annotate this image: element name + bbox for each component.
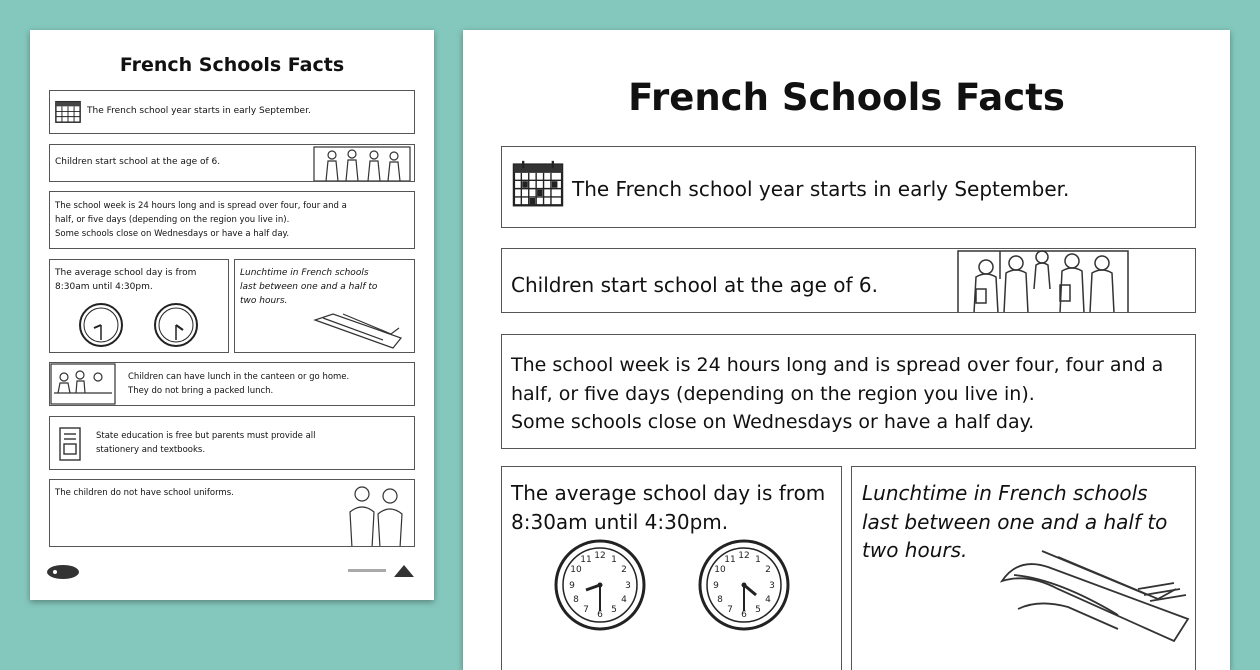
svg-text:6: 6 [741, 610, 747, 620]
thumb-canteen-line-2: They do not bring a packed lunch. [128, 386, 274, 396]
svg-text:4: 4 [621, 595, 627, 605]
children-uniform-illustration [340, 482, 410, 547]
thumb-fact-uniforms [49, 479, 415, 547]
text-school-year: The French school year starts in early September. [572, 177, 1070, 201]
week-line-2: half, or five days (depending on the region you live in). [511, 383, 1035, 405]
calendar-icon [510, 159, 566, 209]
svg-text:7: 7 [727, 605, 733, 615]
clock-icon [78, 302, 124, 348]
day-line-1: The average school day is from [511, 481, 826, 505]
children-illustration [954, 249, 1134, 313]
fact-start-age [501, 248, 1196, 313]
svg-text:1: 1 [755, 555, 761, 565]
thumb-week-line-1: The school week is 24 hours long and is spread over four, four and a [55, 201, 347, 211]
thumb-text-school-year: The French school year starts in early September. [87, 106, 311, 116]
worksheet-thumbnail[interactable] [30, 30, 434, 600]
svg-text:9: 9 [569, 581, 575, 591]
fact-school-week [501, 334, 1196, 449]
lunch-line-1: Lunchtime in French schools [862, 481, 1148, 505]
svg-text:8: 8 [717, 595, 723, 605]
thumb-fact-school-day [49, 259, 229, 353]
clock-icon [153, 302, 199, 348]
svg-text:7: 7 [583, 605, 589, 615]
svg-text:10: 10 [714, 565, 726, 575]
thumb-lunch-line-1: Lunchtime in French schools [240, 268, 369, 278]
svg-text:5: 5 [755, 605, 761, 615]
week-line-3: Some schools close on Wednesdays or have a half day. [511, 411, 1035, 433]
twinkl-logo-icon [46, 564, 80, 580]
cutlery-napkin-illustration [313, 310, 403, 350]
fact-school-year [501, 146, 1196, 228]
svg-text:8: 8 [573, 595, 579, 605]
clock-icon [698, 539, 790, 631]
svg-text:2: 2 [765, 565, 771, 575]
thumb-lunch-line-3: two hours. [240, 296, 288, 306]
thumb-education-line-1: State education is free but parents must provide all [96, 431, 316, 441]
thumb-fact-lunchtime [234, 259, 415, 353]
textbook-icon [58, 426, 82, 462]
thumb-education-line-2: stationery and textbooks. [96, 445, 206, 455]
clock-icon [554, 539, 646, 631]
week-line-1: The school week is 24 hours long and is spread over four, four and a [511, 354, 1164, 376]
svg-text:1: 1 [611, 555, 617, 565]
thumb-fact-school-week [49, 191, 415, 249]
thumb-week-line-3: Some schools close on Wednesdays or have a half day. [55, 229, 290, 239]
worksheet-zoomed[interactable] [463, 30, 1230, 670]
thumb-canteen-line-1: Children can have lunch in the canteen or go home. [128, 372, 350, 382]
svg-text:6: 6 [597, 610, 603, 620]
svg-text:3: 3 [769, 581, 775, 591]
footer-badge-icon [392, 563, 416, 579]
day-line-2: 8:30am until 4:30pm. [511, 510, 729, 534]
thumb-day-line-1: The average school day is from [55, 268, 197, 278]
thumb-week-line-2: half, or five days (depending on the region you live in). [55, 215, 290, 225]
lunch-line-2: last between one and a half to [862, 510, 1168, 534]
fact-school-day [501, 466, 842, 670]
thumb-fact-start-age [49, 144, 415, 182]
children-illustration [312, 145, 412, 181]
page-title: French Schools Facts [628, 76, 1065, 119]
lunch-line-3: two hours. [862, 538, 968, 562]
svg-text:5: 5 [611, 605, 617, 615]
thumb-lunch-line-2: last between one and a half to [240, 282, 378, 292]
svg-text:3: 3 [625, 581, 631, 591]
fact-lunchtime [851, 466, 1196, 670]
svg-text:10: 10 [570, 565, 582, 575]
calendar-icon [54, 97, 82, 125]
thumbnail-title: French Schools Facts [119, 54, 345, 76]
thumb-fact-education [49, 416, 415, 470]
svg-text:11: 11 [724, 555, 736, 565]
cutlery-napkin-illustration [998, 549, 1196, 639]
svg-text:9: 9 [713, 581, 719, 591]
text-start-age: Children start school at the age of 6. [511, 273, 878, 297]
thumb-day-line-2: 8:30am until 4:30pm. [55, 282, 153, 292]
canteen-illustration [50, 363, 116, 405]
footer-small-text [348, 569, 386, 572]
svg-text:12: 12 [738, 551, 750, 561]
svg-text:12: 12 [594, 551, 606, 561]
svg-text:2: 2 [621, 565, 627, 575]
thumb-fact-school-year [49, 90, 415, 134]
svg-text:4: 4 [765, 595, 771, 605]
thumb-text-uniforms: The children do not have school uniforms. [55, 488, 234, 498]
thumb-fact-canteen [49, 362, 415, 406]
svg-text:11: 11 [580, 555, 592, 565]
thumb-text-start-age: Children start school at the age of 6. [55, 157, 221, 167]
